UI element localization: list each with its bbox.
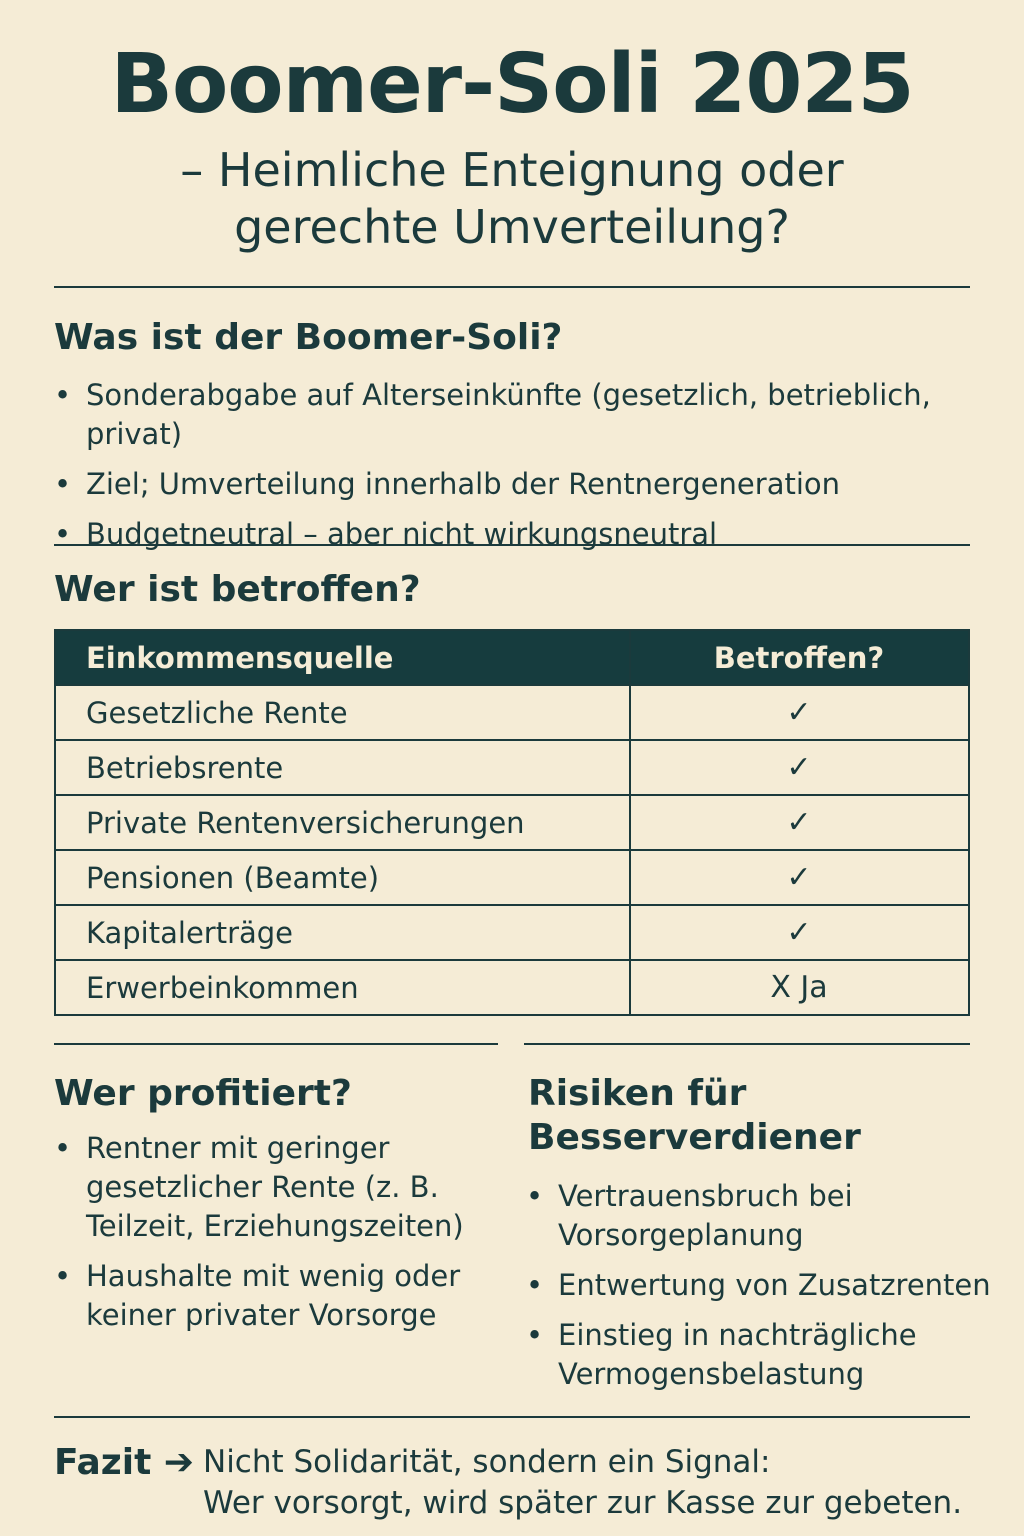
table-cell-source: Betriebsrente — [55, 740, 630, 795]
list-item: • Vertrauensbruch bei Vorsorgeplanung — [526, 1177, 996, 1255]
divider — [54, 544, 970, 546]
heading-who-benefits: Wer profitiert? — [54, 1073, 352, 1114]
list-what-is — [54, 376, 984, 565]
table-cell-source: Private Rentenversicherungen — [55, 795, 630, 850]
divider — [54, 1416, 970, 1418]
divider — [524, 1043, 970, 1045]
table-row — [55, 685, 969, 740]
list-item: • Entwertung von Zusatzrenten — [526, 1266, 996, 1305]
list-item: • Einstieg in nachträgliche Vermogensbelastung — [526, 1316, 996, 1394]
table-row — [55, 740, 969, 795]
heading-what-is: Was ist der Boomer-Soli? — [54, 317, 563, 358]
table-row — [55, 960, 969, 1015]
divider — [54, 286, 970, 288]
list-item: • Haushalte mit wenig oder keiner privater Vorsorge — [54, 1257, 494, 1335]
affected-table — [54, 629, 970, 1016]
column-header-affected: Betroffen? — [630, 630, 969, 685]
checkmark-icon: ✓ — [630, 850, 969, 905]
fazit-text — [203, 1442, 962, 1524]
subtitle-line-2: gerechte Umverteilung? — [234, 199, 790, 254]
table-cell-affected: X Ja — [630, 960, 969, 1015]
list-item: • Rentner mit geringer gesetzlicher Rente (z. B. Teilzeit, Erziehungszeiten) — [54, 1129, 494, 1246]
fazit-line-2: Wer vorsorgt, wird später zur Kasse zur gebeten. — [203, 1485, 963, 1521]
list-item: • Budgetneutral – aber nicht wirkungsneutral — [54, 515, 984, 554]
checkmark-icon: ✓ — [630, 685, 969, 740]
table-cell-source: Pensionen (Beamte) — [55, 850, 630, 905]
list-item: • Sonderabgabe auf Alterseinkünfte (gesetzlich, betrieblich, privat) — [54, 376, 984, 454]
table-row — [55, 795, 969, 850]
divider — [54, 1043, 498, 1045]
table-row — [55, 905, 969, 960]
list-who-benefits — [54, 1129, 494, 1346]
checkmark-icon: ✓ — [630, 795, 969, 850]
checkmark-icon: ✓ — [630, 740, 969, 795]
list-item: • Ziel; Umverteilung innerhalb der Rentnergeneration — [54, 465, 984, 504]
list-risks — [526, 1177, 996, 1405]
page-subtitle — [0, 142, 1024, 255]
table-header-row — [55, 630, 969, 685]
subtitle-line-1: – Heimliche Enteignung oder — [180, 143, 844, 197]
page-title: Boomer-Soli 2025 — [110, 37, 914, 132]
table-cell-source: Gesetzliche Rente — [55, 685, 630, 740]
table-cell-source: Erwerbeinkommen — [55, 960, 630, 1015]
column-header-source: Einkommensquelle — [55, 630, 630, 685]
table-row — [55, 850, 969, 905]
heading-who-affected: Wer ist betroffen? — [54, 569, 421, 610]
fazit-label: Fazit ➔ — [54, 1442, 194, 1483]
fazit-line-1: Nicht Solidarität, sondern ein Signal: — [203, 1444, 771, 1480]
checkmark-icon: ✓ — [630, 905, 969, 960]
heading-risks: Risiken für Besserverdiener — [528, 1073, 861, 1158]
table-cell-source: Kapitalerträge — [55, 905, 630, 960]
